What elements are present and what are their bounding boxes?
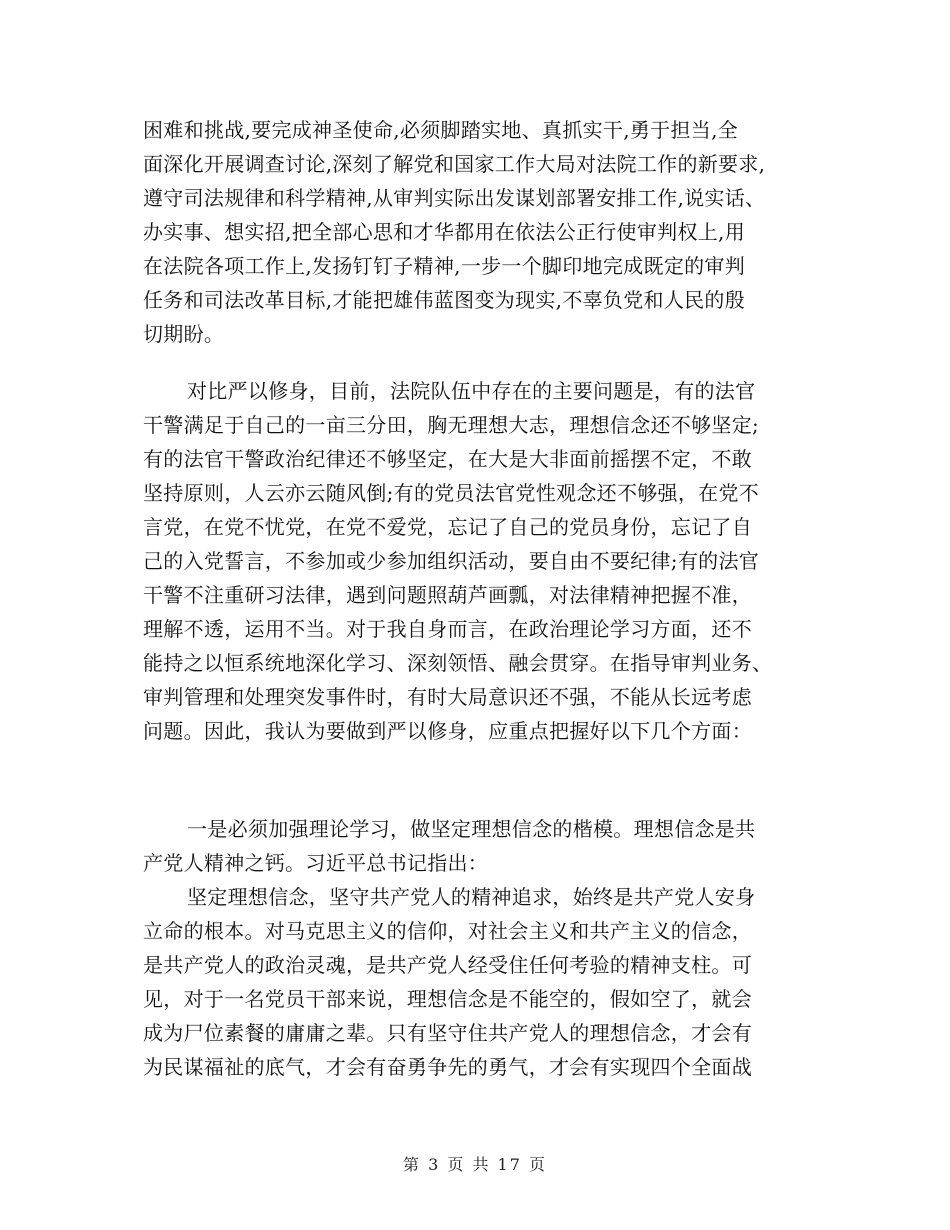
text-line: 干警满足于自己的一亩三分田，胸无理想大志，理想信念还不够坚定; bbox=[143, 413, 760, 437]
paragraph-3 bbox=[143, 812, 808, 880]
text-line: 对比严以修身，目前，法院队伍中存在的主要问题是，有的法官 bbox=[187, 379, 756, 403]
text-line: 言党，在党不忧党，在党不爱党，忘记了自己的党员身份，忘记了自 bbox=[143, 515, 752, 539]
text-line: 能持之以恒系统地深化学习、深刻领悟、融会贯穿。在指导审判业务、 bbox=[143, 651, 773, 675]
text-line: 在法院各项工作上,发扬钉钉子精神,一步一个脚印地完成既定的审判 bbox=[143, 254, 746, 278]
text-line: 任务和司法改革目标,才能把雄伟蓝图变为现实,不辜负党和人民的殷 bbox=[143, 288, 746, 312]
text-line: 坚定理想信念，坚守共产党人的精神追求，始终是共产党人安身 bbox=[187, 885, 756, 909]
text-line: 坚持原则，人云亦云随风倒;有的党员法官党性观念还不够强，在党不 bbox=[143, 481, 760, 505]
text-line: 有的法官干警政治纪律还不够坚定，在大是大非面前摇摆不定，不敢 bbox=[143, 447, 752, 471]
text-line: 理解不透，运用不当。对于我自身而言，在政治理论学习方面，还不 bbox=[143, 617, 752, 641]
text-line: 立命的根本。对马克思主义的信仰，对社会主义和共产主义的信念， bbox=[143, 919, 752, 943]
text-line: 问题。因此，我认为要做到严以修身，应重点把握好以下几个方面： bbox=[143, 719, 752, 743]
page-number-footer: 第 3 页 共 17 页 bbox=[403, 1155, 547, 1174]
text-line: 遵守司法规律和科学精神,从审判实际出发谋划部署安排工作,说实话、 bbox=[143, 186, 766, 210]
text-line: 办实事、想实招,把全部心思和才华都用在依法公正行使审判权上,用 bbox=[143, 220, 746, 244]
text-line: 面深化开展调查讨论,深刻了解党和国家工作大局对法院工作的新要求, bbox=[143, 152, 766, 176]
text-line: 困难和挑战,要完成神圣使命,必须脚踏实地、真抓实干,勇于担当,全 bbox=[143, 118, 739, 142]
text-line: 见，对于一名党员干部来说，理想信念是不能空的，假如空了，就会 bbox=[143, 987, 752, 1011]
text-line: 产党人精神之钙。习近平总书记指出： bbox=[143, 851, 489, 875]
paragraph-1 bbox=[143, 113, 808, 351]
text-line: 一是必须加强理论学习，做坚定理想信念的楷模。理想信念是共 bbox=[187, 817, 756, 841]
text-line: 干警不注重研习法律，遇到问题照葫芦画瓢，对法律精神把握不准， bbox=[143, 583, 752, 607]
text-line: 己的入党誓言，不参加或少参加组织活动，要自由不要纪律;有的法官 bbox=[143, 549, 760, 573]
paragraph-4 bbox=[143, 880, 808, 1084]
paragraph-2 bbox=[143, 374, 808, 748]
text-line: 是共产党人的政治灵魂，是共产党人经受住任何考验的精神支柱。可 bbox=[143, 953, 752, 977]
text-line: 为民谋福祉的底气，才会有奋勇争先的勇气，才会有实现四个全面战 bbox=[143, 1055, 752, 1079]
text-line: 切期盼。 bbox=[143, 322, 225, 346]
text-line: 审判管理和处理突发事件时，有时大局意识还不强，不能从长远考虑 bbox=[143, 685, 752, 709]
text-line: 成为尸位素餐的庸庸之辈。只有坚守住共产党人的理想信念，才会有 bbox=[143, 1021, 752, 1045]
